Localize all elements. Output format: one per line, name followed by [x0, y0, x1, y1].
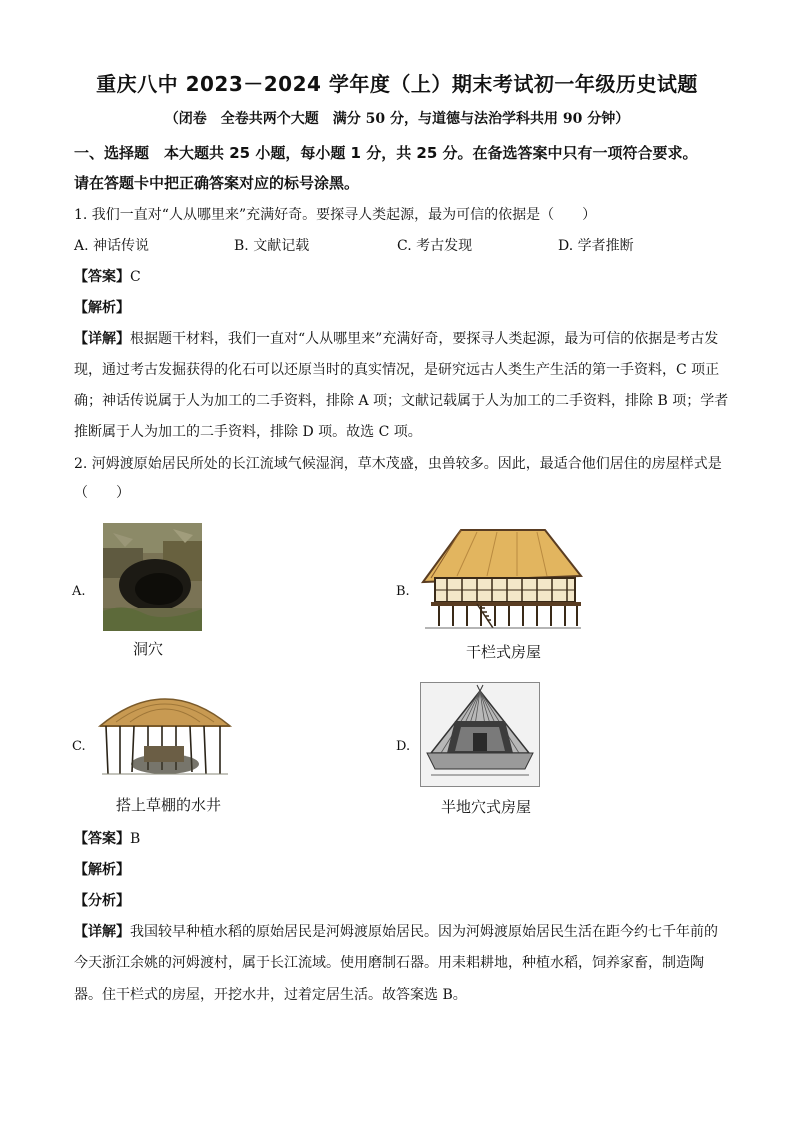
q1-stem: 1. 我们一直对“人从哪里来”充满好奇。要探寻人类起源，最为可信的依据是（ ） — [74, 207, 597, 223]
cave-image — [103, 523, 202, 631]
q2-option-a-letter: A. — [72, 584, 86, 599]
stilt-house-illustration — [417, 526, 585, 631]
q2-detail-line3: 器。住干栏式的房屋，开挖水井，过着定居生活。故答案选 B。 — [74, 987, 467, 1003]
q2-detail-line2: 今天浙江余姚的河姆渡村，属于长江流域。使用磨制石器。用耒耜耕地，种植水稻，饲养家畜，制造陶 — [74, 955, 704, 971]
cave-illustration — [103, 523, 202, 631]
q2-answer-tag: 【答案】 — [74, 831, 130, 847]
q1-option-d: D. 学者推断 — [558, 238, 634, 254]
q2-stem-bracket: （ ） — [74, 485, 130, 501]
q1-option-a: A. 神话传说 — [74, 238, 150, 254]
exam-info: （闭卷 全卷共两个大题 满分 50 分，与道德与法治学科共用 90 分钟） — [164, 111, 630, 127]
q1-detail-line3: 确；神话传说属于人为加工的二手资料，排除 A 项；文献记载属于人为加工的二手资料，排除 B 项；学者 — [74, 393, 729, 409]
thatched-well-illustration — [96, 682, 234, 779]
q2-fenxi-tag: 【分析】 — [74, 893, 130, 909]
stilt-house-image — [417, 526, 585, 631]
q2-detail-text: 我国较早种植水稻的原始居民是河姆渡原始居民。因为河姆渡原始居民生活在距今约七千年前的 — [130, 924, 718, 940]
q2-answer — [74, 828, 140, 848]
q2-answer-value: B — [130, 831, 141, 847]
q1-answer-value: C — [130, 269, 141, 285]
q1-answer — [74, 266, 141, 286]
q2-stem: 2. 河姆渡原始居民所处的长江流域气候湿润，草木茂盛，虫兽较多。因此，最适合他们居住的房屋样式是 — [74, 456, 722, 472]
q1-option-c: C. 考古发现 — [397, 238, 473, 254]
q2-detail-tag: 【详解】 — [74, 924, 130, 940]
semi-subterranean-house-illustration — [421, 683, 539, 786]
q1-option-b: B. 文献记载 — [234, 238, 310, 254]
q2-analysis-tag: 【解析】 — [74, 862, 130, 878]
q2-caption-c: 搭上草棚的水井 — [116, 796, 222, 814]
q1-detail-line2: 现，通过考古发掘获得的化石可以还原当时的真实情况，是研究远古人类生产生活的第一手资料，C 项正 — [74, 362, 720, 378]
q1-answer-tag: 【答案】 — [74, 269, 130, 285]
q1-analysis-tag: 【解析】 — [74, 300, 130, 316]
page-title: 重庆八中 2023－2024 学年度（上）期末考试初一年级历史试题 — [96, 72, 698, 96]
q2-detail-line1 — [74, 921, 718, 941]
section-heading-line1: 一、选择题 本大题共 25 小题，每小题 1 分，共 25 分。在备选答案中只有一项符合要求。 — [74, 144, 698, 162]
q2-caption-b: 干栏式房屋 — [466, 643, 542, 661]
q2-caption-d: 半地穴式房屋 — [441, 798, 532, 816]
q2-caption-a: 洞穴 — [133, 640, 164, 658]
semi-subterranean-house-image — [420, 682, 540, 787]
q1-detail-line1 — [74, 328, 718, 348]
thatched-well-image — [96, 682, 234, 779]
q2-option-c-letter: C. — [72, 739, 86, 754]
section-heading-line2: 请在答题卡中把正确答案对应的标号涂黑。 — [74, 174, 360, 192]
q1-detail-text: 根据题干材料，我们一直对“人从哪里来”充满好奇，要探寻人类起源，最为可信的依据是考古发 — [130, 331, 719, 347]
q2-option-d-letter: D. — [396, 739, 411, 754]
q1-detail-line4: 推断属于人为加工的二手资料，排除 D 项。故选 C 项。 — [74, 424, 422, 440]
q2-option-b-letter: B. — [396, 584, 410, 599]
q1-detail-tag: 【详解】 — [74, 331, 130, 347]
